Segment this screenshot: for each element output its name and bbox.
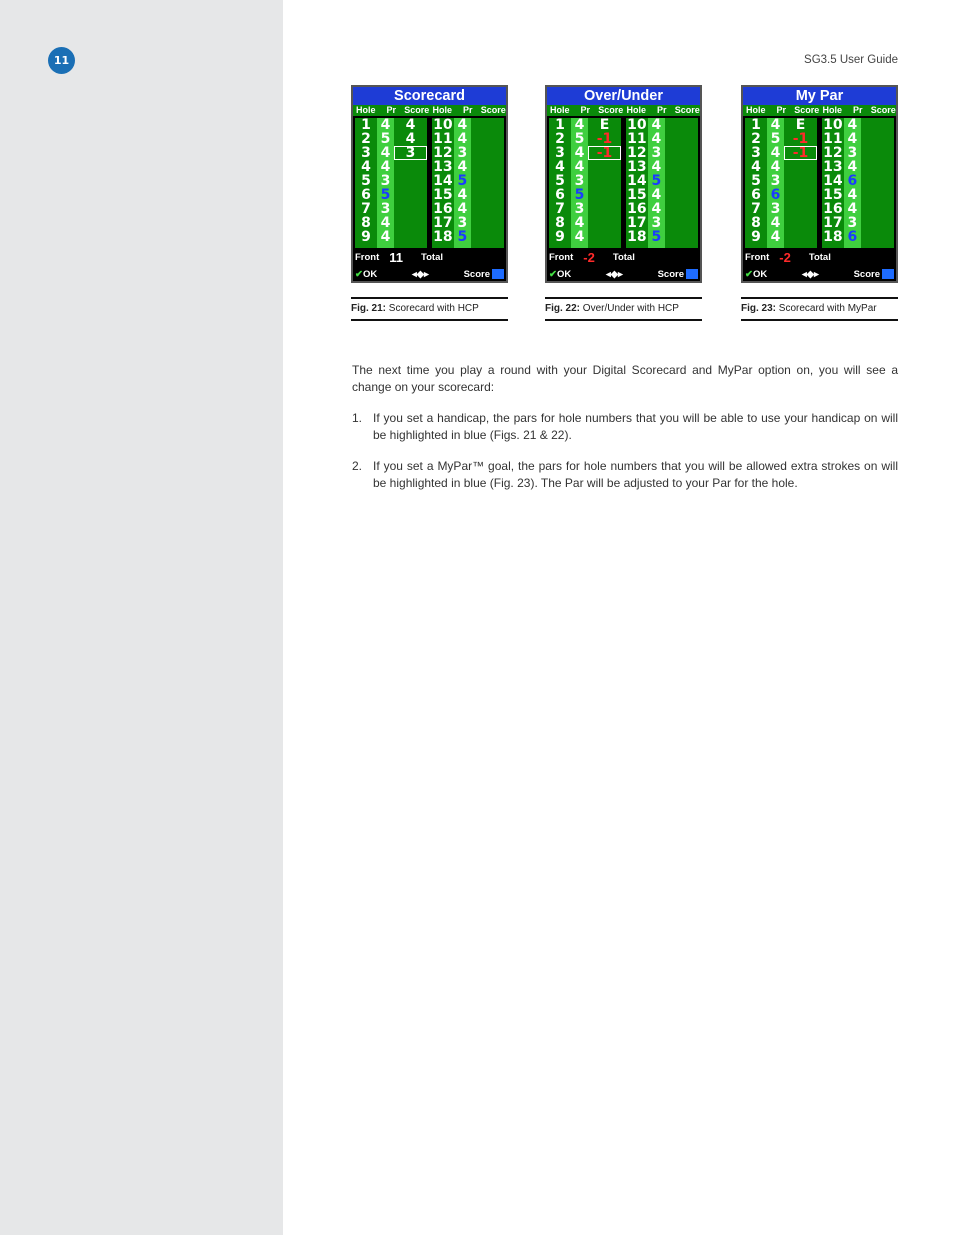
par-value: 3	[457, 145, 468, 161]
par-value: 4	[380, 159, 391, 175]
total-label: Total	[612, 251, 635, 263]
page-number-badge: 11	[48, 47, 75, 74]
score-value	[784, 202, 817, 216]
score-value	[784, 216, 817, 230]
score-value	[588, 230, 621, 244]
hole-column	[355, 118, 377, 248]
hole-number: 7	[555, 201, 565, 217]
back-nine	[822, 118, 894, 248]
par-value: 4	[847, 187, 858, 203]
hole-number: 11	[823, 131, 843, 147]
column-header: Pr	[656, 105, 667, 115]
totals-row	[355, 249, 504, 265]
device-screen	[545, 85, 702, 283]
score-value	[394, 174, 427, 188]
par-value: 4	[574, 117, 585, 133]
par-value: 4	[770, 159, 781, 175]
front-nine	[549, 118, 621, 248]
column-header: Pr	[852, 105, 863, 115]
score-value	[394, 160, 427, 174]
hole-number: 13	[433, 159, 453, 175]
grid-icon	[882, 269, 894, 279]
column-header: Score	[404, 105, 430, 115]
score-value	[784, 230, 817, 244]
par-value: 4	[770, 215, 781, 231]
hole-number: 6	[751, 187, 761, 203]
caption-figure-number: Fig. 23:	[741, 303, 777, 314]
par-value: 4	[380, 145, 391, 161]
par-value: 5	[770, 131, 781, 147]
hole-number: 17	[627, 215, 647, 231]
hole-number: 3	[361, 145, 371, 161]
par-column	[454, 118, 471, 248]
totals-row	[745, 249, 894, 265]
score-value	[588, 174, 621, 188]
figure-23	[741, 85, 898, 321]
hole-number: 10	[627, 117, 647, 133]
par-column	[844, 118, 861, 248]
list-text: If you set a handicap, the pars for hole numbers that you will be able to use your handicap on will be highlighted in blue (Figs. 21 & 22).	[373, 411, 898, 442]
score-value: E	[599, 117, 610, 133]
instruction-list	[352, 410, 898, 492]
body-text	[352, 362, 898, 506]
checkmark-icon: ✔	[745, 268, 753, 280]
hole-number: 11	[433, 131, 453, 147]
par-value: 4	[770, 229, 781, 245]
list-item	[352, 410, 898, 444]
score-value	[784, 174, 817, 188]
score-column	[588, 118, 621, 248]
column-header: Pr	[386, 105, 396, 115]
score-label: Score	[853, 268, 880, 280]
hole-number: 18	[433, 229, 453, 245]
par-value: 4	[651, 117, 662, 133]
column-header: Pr	[776, 105, 786, 115]
score-value: 4	[405, 131, 416, 147]
hole-number: 12	[433, 145, 453, 161]
back-nine	[626, 118, 698, 248]
hole-number: 17	[823, 215, 843, 231]
column-header: Score	[480, 105, 506, 115]
par-value: 3	[651, 145, 662, 161]
par-value: 5	[651, 229, 662, 245]
par-column	[648, 118, 665, 248]
par-value: 5	[380, 187, 391, 203]
hole-number: 8	[751, 215, 761, 231]
par-value: 3	[847, 215, 858, 231]
total-label: Total	[808, 251, 831, 263]
hole-number: 14	[433, 173, 453, 189]
hole-number: 13	[627, 159, 647, 175]
list-number: 2.	[352, 459, 363, 473]
column-header: Score	[674, 105, 700, 115]
par-value: 4	[847, 131, 858, 147]
hole-number: 9	[361, 229, 371, 245]
score-column	[471, 118, 504, 248]
hole-number: 3	[751, 145, 761, 161]
hole-column	[822, 118, 844, 248]
par-value: 4	[574, 145, 585, 161]
hole-number: 15	[627, 187, 647, 203]
hole-number: 16	[433, 201, 453, 217]
par-column	[767, 118, 784, 248]
arrows-icon: ◂◆▸	[605, 268, 623, 280]
hole-number: 4	[555, 159, 565, 175]
score-value	[588, 160, 621, 174]
grid-icon	[492, 269, 504, 279]
hole-number: 11	[627, 131, 647, 147]
hole-number: 10	[823, 117, 843, 133]
device-screen	[741, 85, 898, 283]
hole-number: 5	[555, 173, 565, 189]
hole-number: 9	[751, 229, 761, 245]
par-value: 4	[847, 201, 858, 217]
hole-number: 16	[627, 201, 647, 217]
hole-column	[745, 118, 767, 248]
hole-number: 7	[361, 201, 371, 217]
par-value: 4	[651, 159, 662, 175]
hole-number: 4	[361, 159, 371, 175]
front-nine	[355, 118, 427, 248]
hole-number: 2	[555, 131, 565, 147]
par-value: 5	[651, 173, 662, 189]
column-header: Hole	[432, 105, 452, 115]
grid-icon	[686, 269, 698, 279]
par-value: 4	[847, 159, 858, 175]
par-value: 5	[574, 131, 585, 147]
column-header: Score	[794, 105, 820, 115]
hole-number: 2	[751, 131, 761, 147]
caption-figure-number: Fig. 21:	[351, 303, 387, 314]
column-headers	[547, 105, 700, 116]
par-value: 4	[651, 187, 662, 203]
score-column	[665, 118, 698, 248]
par-value: 4	[574, 159, 585, 175]
score-value: -1	[784, 146, 817, 160]
score-value	[588, 188, 621, 202]
front-total: -2	[779, 249, 791, 265]
totals-row	[549, 249, 698, 265]
column-header: Pr	[462, 105, 473, 115]
hole-number: 10	[433, 117, 453, 133]
column-header: Hole	[745, 105, 766, 115]
score-grid	[355, 118, 504, 248]
caption-text: Over/Under with HCP	[582, 303, 679, 314]
header-title: SG3.5 User Guide	[804, 54, 898, 66]
par-value: 4	[651, 201, 662, 217]
hole-number: 15	[433, 187, 453, 203]
par-value: 3	[457, 215, 468, 231]
device-screen	[351, 85, 508, 283]
front-label: Front	[745, 251, 770, 263]
softkey-row	[549, 267, 698, 281]
par-value: 4	[770, 117, 781, 133]
checkmark-icon: ✔	[355, 268, 363, 280]
score-column	[394, 118, 427, 248]
total-label: Total	[421, 251, 444, 263]
hole-number: 5	[751, 173, 761, 189]
score-value: 4	[405, 117, 416, 133]
par-column	[377, 118, 394, 248]
hole-number: 6	[361, 187, 371, 203]
par-value: 4	[457, 131, 468, 147]
par-value: 4	[457, 159, 468, 175]
par-value: 4	[457, 201, 468, 217]
hole-number: 17	[433, 215, 453, 231]
par-value: 4	[457, 117, 468, 133]
hole-number: 5	[361, 173, 371, 189]
screen-title: Over/Under	[547, 87, 700, 105]
par-value: 5	[380, 131, 391, 147]
ok-label: OK	[362, 268, 378, 280]
par-value: 5	[574, 187, 585, 203]
hole-number: 14	[627, 173, 647, 189]
front-label: Front	[355, 251, 380, 263]
hole-column	[432, 118, 454, 248]
hole-number: 1	[555, 117, 565, 133]
score-softkey	[854, 269, 894, 280]
sidebar	[0, 0, 283, 1235]
column-header: Hole	[549, 105, 570, 115]
figure-caption	[741, 297, 898, 321]
caption-text: Scorecard with MyPar	[778, 303, 877, 314]
hole-number: 14	[823, 173, 843, 189]
par-value: 4	[651, 131, 662, 147]
hole-number: 6	[555, 187, 565, 203]
score-value: E	[795, 117, 806, 133]
hole-number: 12	[627, 145, 647, 161]
par-value: 3	[574, 201, 585, 217]
hole-column	[549, 118, 571, 248]
score-value: -1	[596, 131, 613, 147]
par-value: 4	[574, 229, 585, 245]
par-value: 6	[770, 187, 781, 203]
par-value: 3	[770, 201, 781, 217]
ok-label: OK	[556, 268, 572, 280]
score-value: 3	[394, 146, 427, 160]
par-column	[571, 118, 588, 248]
column-header: Score	[870, 105, 896, 115]
hole-number: 7	[751, 201, 761, 217]
par-value: 4	[380, 229, 391, 245]
screen-title: Scorecard	[353, 87, 506, 105]
score-softkey	[464, 269, 504, 280]
list-text: If you set a MyPar™ goal, the pars for hole numbers that you will be allowed extra strokes on will be highlighted in blue (Fig. 23). The Par will be adjusted to your Par for the hole.	[373, 459, 898, 490]
list-item	[352, 458, 898, 492]
par-value: 5	[457, 229, 468, 245]
column-header: Hole	[626, 105, 646, 115]
hole-number: 4	[751, 159, 761, 175]
score-grid	[549, 118, 698, 248]
front-total: 11	[389, 249, 404, 265]
list-number: 1.	[352, 411, 363, 425]
score-value	[784, 160, 817, 174]
par-value: 3	[651, 215, 662, 231]
par-value: 3	[770, 173, 781, 189]
hole-number: 18	[627, 229, 647, 245]
front-label: Front	[549, 251, 574, 263]
score-column	[861, 118, 894, 248]
hole-number: 12	[823, 145, 843, 161]
arrows-icon: ◂◆▸	[411, 268, 429, 280]
checkmark-icon: ✔	[549, 268, 557, 280]
column-header: Hole	[822, 105, 842, 115]
hole-number: 9	[555, 229, 565, 245]
hole-number: 8	[361, 215, 371, 231]
par-value: 4	[770, 145, 781, 161]
par-value: 3	[380, 173, 391, 189]
hole-number: 1	[361, 117, 371, 133]
par-value: 3	[380, 201, 391, 217]
par-value: 4	[574, 215, 585, 231]
par-value: 6	[847, 173, 858, 189]
score-label: Score	[463, 268, 490, 280]
hole-number: 3	[555, 145, 565, 161]
par-value: 6	[847, 229, 858, 245]
hole-number: 1	[751, 117, 761, 133]
arrows-icon: ◂◆▸	[801, 268, 819, 280]
hole-number: 15	[823, 187, 843, 203]
front-total: -2	[583, 249, 595, 265]
score-value	[394, 188, 427, 202]
softkey-row	[355, 267, 504, 281]
column-headers	[743, 105, 896, 116]
figure-caption	[545, 297, 702, 321]
par-value: 5	[457, 173, 468, 189]
column-headers	[353, 105, 506, 116]
hole-number: 8	[555, 215, 565, 231]
score-value	[588, 216, 621, 230]
ok-softkey	[355, 269, 377, 280]
par-value: 3	[847, 145, 858, 161]
score-value: -1	[792, 131, 809, 147]
column-header: Score	[598, 105, 624, 115]
column-header: Pr	[580, 105, 590, 115]
screen-title: My Par	[743, 87, 896, 105]
par-value: 4	[380, 215, 391, 231]
caption-text: Scorecard with HCP	[388, 303, 479, 314]
score-value: -1	[588, 146, 621, 160]
softkey-row	[745, 267, 894, 281]
intro-paragraph: The next time you play a round with your Digital Scorecard and MyPar option on, you will see a change on your scorecard:	[352, 363, 898, 394]
score-softkey	[658, 269, 698, 280]
column-header: Hole	[355, 105, 376, 115]
hole-number: 16	[823, 201, 843, 217]
score-value	[394, 216, 427, 230]
front-nine	[745, 118, 817, 248]
ok-softkey	[745, 269, 767, 280]
hole-number: 13	[823, 159, 843, 175]
score-value	[394, 202, 427, 216]
score-column	[784, 118, 817, 248]
par-value: 3	[574, 173, 585, 189]
score-grid	[745, 118, 894, 248]
score-value	[784, 188, 817, 202]
figure-22	[545, 85, 702, 321]
score-value	[394, 230, 427, 244]
par-value: 4	[847, 117, 858, 133]
hole-number: 2	[361, 131, 371, 147]
par-value: 4	[457, 187, 468, 203]
score-label: Score	[657, 268, 684, 280]
ok-label: OK	[752, 268, 768, 280]
par-value: 4	[380, 117, 391, 133]
hole-column	[626, 118, 648, 248]
caption-figure-number: Fig. 22:	[545, 303, 581, 314]
back-nine	[432, 118, 504, 248]
score-value	[588, 202, 621, 216]
figure-21	[351, 85, 508, 321]
figure-caption	[351, 297, 508, 321]
hole-number: 18	[823, 229, 843, 245]
ok-softkey	[549, 269, 571, 280]
